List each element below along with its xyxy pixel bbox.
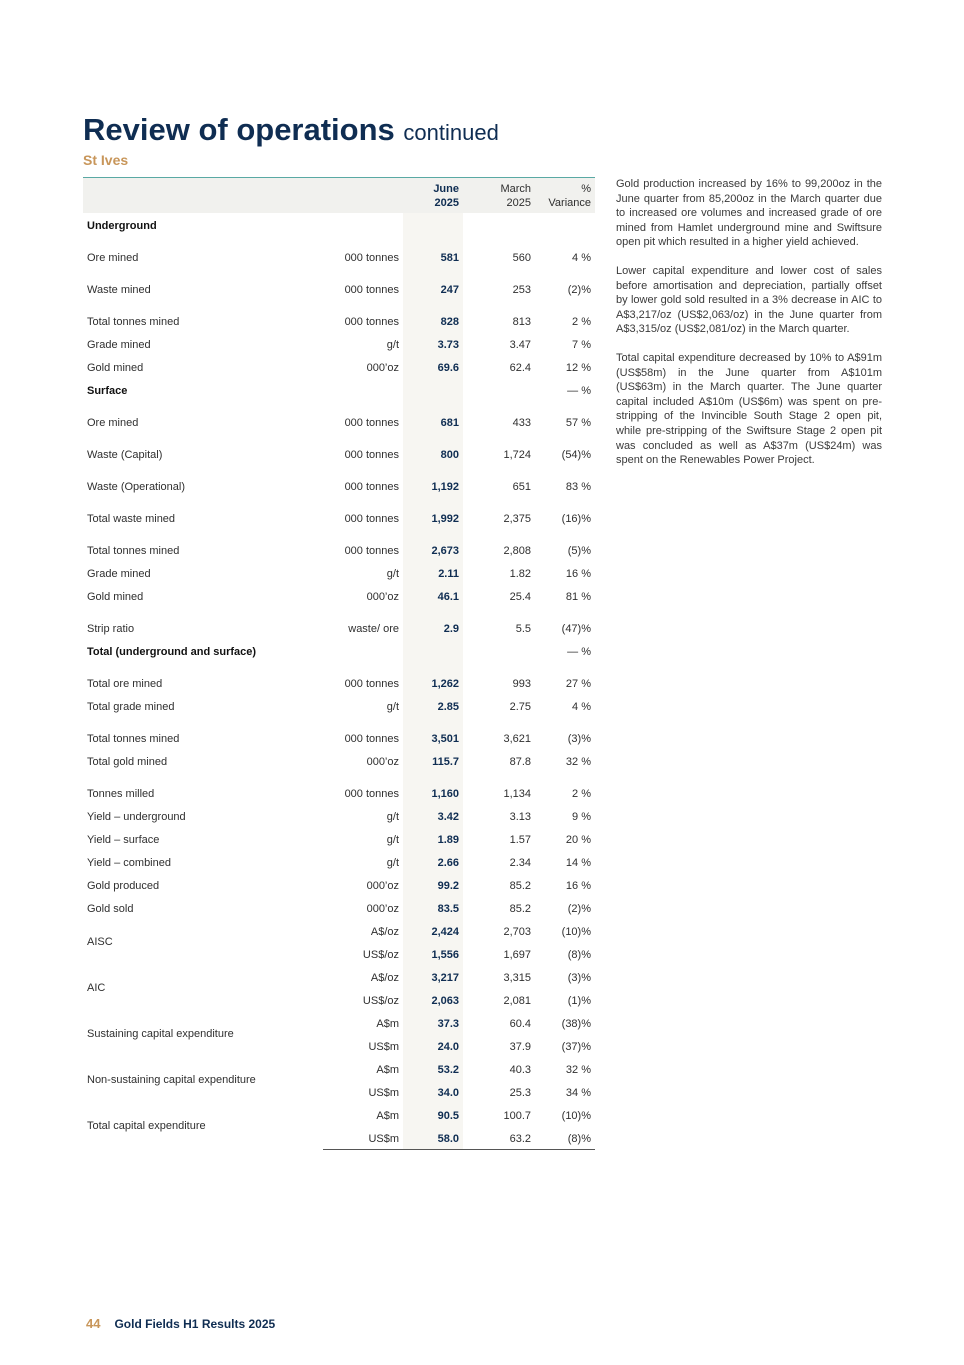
value-march-2025: 100.7 [503, 1110, 531, 1122]
value-variance: — % [567, 385, 591, 397]
value-variance: (3)% [567, 972, 591, 984]
value-variance: (38)% [561, 1018, 591, 1030]
row-label: AISC [87, 935, 113, 948]
page-title [83, 112, 499, 148]
header-june: June 2025 [403, 178, 463, 214]
row-label: Ore mined [87, 417, 139, 429]
table-row [83, 465, 595, 497]
value-march-2025 [463, 213, 535, 236]
value-march-2025: 85.2 [509, 903, 531, 915]
row-unit: US$m [368, 1087, 399, 1099]
table-row [83, 694, 595, 717]
row-label: Non-sustaining capital expenditure [87, 1073, 256, 1086]
publication-name: Gold Fields H1 Results 2025 [114, 1317, 276, 1331]
value-march-2025: 3,621 [503, 733, 531, 745]
value-june-2025: 2.9 [403, 607, 463, 639]
value-march-2025: 3.13 [509, 811, 531, 823]
value-variance: 32 % [565, 1064, 591, 1076]
row-unit: g/t [386, 857, 399, 869]
value-march-2025: 651 [512, 481, 531, 493]
section-row [83, 378, 595, 401]
row-unit: 000 tonnes [344, 545, 399, 557]
page-title-main: Review of operations [83, 112, 395, 147]
value-variance: (3)% [567, 733, 591, 745]
table-row [83, 584, 595, 607]
table-row [83, 1057, 595, 1080]
table-row [83, 1103, 595, 1126]
row-unit: waste/ ore [348, 623, 399, 635]
value-june-2025: 2,063 [403, 988, 463, 1011]
value-march-2025: 63.2 [463, 1126, 535, 1150]
value-variance: 14 % [565, 857, 591, 869]
value-variance: (8)% [567, 949, 591, 961]
row-unit: 000 tonnes [344, 417, 399, 429]
value-march-2025: 1.57 [509, 834, 531, 846]
value-june-2025: 681 [403, 401, 463, 433]
commentary-paragraph: Gold production increased by 16% to 99,200oz in the June quarter from 85,200oz in the March quarter due to increased ore volumes and increased grade of ore mined from Hamlet underground mine and Swiftsure open pit which resulted in a higher yield achieved. [616, 178, 882, 249]
row-label: Total gold mined [87, 756, 168, 768]
table-row [83, 332, 595, 355]
value-variance: 2 % [572, 788, 591, 800]
value-variance: (8)% [535, 1126, 595, 1150]
row-unit: 000’oz [366, 591, 399, 603]
table-row [83, 896, 595, 919]
value-march-2025 [463, 378, 535, 401]
table-row [83, 749, 595, 772]
table-row [83, 355, 595, 378]
value-june-2025: 2.66 [403, 850, 463, 873]
table-row [83, 919, 595, 942]
value-variance: 4 % [572, 701, 591, 713]
row-unit [323, 213, 403, 236]
value-june-2025: 1,160 [403, 772, 463, 804]
row-label: Total tonnes mined [87, 733, 180, 745]
row-unit: A$m [376, 1064, 399, 1076]
value-june-2025: 828 [403, 300, 463, 332]
commentary-paragraph: Total capital expenditure decreased by 10% to A$91m (US$58m) in the June quarter from A$101m (US$63m) in the March quarter. The June quarter capital included A$10m (US$6m) was spent on pre-stripping of the Invincible South Stage 2 open pit, while pre-stripping of the Swiftsure Stage 2 open pit was concluded as well as A$37m (US$24m) was spent on the Renewables Power Project. [616, 351, 882, 467]
table-row [83, 268, 595, 300]
value-june-2025: 1.89 [403, 827, 463, 850]
value-variance: 27 % [565, 678, 591, 690]
value-march-2025: 2,703 [503, 926, 531, 938]
value-june-2025: 1,192 [403, 465, 463, 497]
row-unit: g/t [386, 834, 399, 846]
row-unit: 000 tonnes [344, 284, 399, 296]
row-unit: 000 tonnes [344, 449, 399, 461]
table-header-row [83, 178, 595, 214]
row-unit: g/t [386, 701, 399, 713]
value-march-2025: 433 [512, 417, 531, 429]
table-row [83, 662, 595, 694]
value-variance: (5)% [567, 545, 591, 557]
value-june-2025: 53.2 [403, 1057, 463, 1080]
row-label: Total capital expenditure [87, 1119, 206, 1132]
value-march-2025: 2.75 [509, 701, 531, 713]
row-label: Total (underground and surface) [87, 646, 257, 658]
table-row [83, 561, 595, 584]
header-march: March 2025 [463, 178, 535, 214]
value-march-2025: 1,134 [503, 788, 531, 800]
row-label: Yield – surface [87, 834, 160, 846]
value-june-2025: 247 [403, 268, 463, 300]
row-unit: 000’oz [366, 903, 399, 915]
row-label: Yield – underground [87, 811, 186, 823]
row-unit: 000 tonnes [344, 481, 399, 493]
value-march-2025: 60.4 [509, 1018, 531, 1030]
row-label: Waste (Capital) [87, 449, 163, 461]
header-label-cell [83, 178, 323, 214]
value-march-2025: 1,724 [503, 449, 531, 461]
row-label: Gold sold [87, 903, 134, 915]
value-variance: 12 % [565, 362, 591, 374]
value-variance: 57 % [565, 417, 591, 429]
row-label: Gold mined [87, 362, 144, 374]
value-variance: — % [567, 646, 591, 658]
row-unit: 000 tonnes [344, 513, 399, 525]
section-row [83, 639, 595, 662]
value-march-2025: 2.34 [509, 857, 531, 869]
commentary [616, 177, 882, 482]
row-unit: 000’oz [366, 756, 399, 768]
section-subtitle: St Ives [83, 152, 129, 168]
value-march-2025: 37.9 [509, 1041, 531, 1053]
table-row [83, 850, 595, 873]
value-june-2025: 3,501 [403, 717, 463, 749]
value-variance: (47)% [561, 623, 591, 635]
value-march-2025: 25.3 [509, 1087, 531, 1099]
value-variance: 81 % [565, 591, 591, 603]
value-march-2025: 25.4 [509, 591, 531, 603]
row-unit: A$m [376, 1018, 399, 1030]
value-march-2025: 40.3 [509, 1064, 531, 1076]
row-unit [323, 378, 403, 401]
value-march-2025: 993 [512, 678, 531, 690]
row-unit: 000 tonnes [344, 252, 399, 264]
row-label: Gold mined [87, 591, 144, 603]
row-unit: US$m [368, 1041, 399, 1053]
value-variance: 16 % [565, 880, 591, 892]
value-march-2025: 813 [512, 316, 531, 328]
value-variance: (54)% [561, 449, 591, 461]
value-variance: 20 % [565, 834, 591, 846]
row-unit: 000 tonnes [344, 788, 399, 800]
table-row [83, 236, 595, 268]
value-variance: 32 % [565, 756, 591, 768]
row-label: Tonnes milled [87, 788, 155, 800]
row-label: Waste (Operational) [87, 481, 186, 493]
table-row [83, 873, 595, 896]
value-variance: 9 % [572, 811, 591, 823]
page-footer [86, 1316, 275, 1331]
table-row [83, 827, 595, 850]
value-variance: (37)% [561, 1041, 591, 1053]
header-unit-cell [323, 178, 403, 214]
table-row [83, 300, 595, 332]
value-march-2025: 2,808 [503, 545, 531, 557]
row-unit: 000 tonnes [344, 678, 399, 690]
value-june-2025: 3,217 [403, 965, 463, 988]
value-march-2025: 1,697 [503, 949, 531, 961]
table-row [83, 401, 595, 433]
value-june-2025: 69.6 [403, 355, 463, 378]
row-unit: g/t [386, 339, 399, 351]
value-march-2025: 3,315 [503, 972, 531, 984]
value-june-2025: 46.1 [403, 584, 463, 607]
value-june-2025: 1,262 [403, 662, 463, 694]
row-unit: A$/oz [370, 926, 399, 938]
row-label: Total waste mined [87, 513, 176, 525]
value-variance: (16)% [561, 513, 591, 525]
value-march-2025: 2,375 [503, 513, 531, 525]
value-june-2025 [403, 213, 463, 236]
value-june-2025: 1,556 [403, 942, 463, 965]
row-label: Yield – combined [87, 857, 171, 869]
value-march-2025: 87.8 [509, 756, 531, 768]
value-june-2025: 58.0 [403, 1126, 463, 1150]
value-june-2025: 581 [403, 236, 463, 268]
table-row [83, 607, 595, 639]
row-label: Gold produced [87, 880, 160, 892]
value-variance: (10)% [561, 1110, 591, 1122]
value-june-2025: 2.85 [403, 694, 463, 717]
value-march-2025: 2,081 [503, 995, 531, 1007]
commentary-paragraph: Lower capital expenditure and lower cost of sales before amortisation and depreciation, partially offset by lower gold sold resulted in a 3% decrease in AIC to A$3,217/oz (US$2,063/oz) in the June quarter from A$3,315/oz (US$2,081/oz) in the March quarter. [616, 264, 882, 336]
row-label: AIC [87, 981, 106, 994]
row-unit: US$m [323, 1126, 403, 1150]
value-june-2025: 83.5 [403, 896, 463, 919]
value-variance: 4 % [572, 252, 591, 264]
row-unit: US$/oz [362, 949, 399, 961]
page-title-suffix: continued [403, 120, 499, 145]
row-label: Total tonnes mined [87, 316, 180, 328]
row-unit: 000 tonnes [344, 733, 399, 745]
value-variance: 16 % [565, 568, 591, 580]
header-variance: % Variance [535, 178, 595, 214]
value-june-2025: 90.5 [403, 1103, 463, 1126]
value-variance: (2)% [567, 903, 591, 915]
value-variance: (2)% [567, 284, 591, 296]
row-label: Total tonnes mined [87, 545, 180, 557]
value-variance: 2 % [572, 316, 591, 328]
row-unit: 000 tonnes [344, 316, 399, 328]
value-june-2025: 2,673 [403, 529, 463, 561]
row-label: Strip ratio [87, 623, 135, 635]
table-row [83, 772, 595, 804]
value-june-2025: 3.73 [403, 332, 463, 355]
page-number: 44 [86, 1316, 101, 1331]
value-june-2025: 2.11 [403, 561, 463, 584]
row-unit: g/t [386, 568, 399, 580]
table-row [83, 804, 595, 827]
table-row [83, 717, 595, 749]
operations-table [83, 177, 595, 1150]
value-march-2025: 85.2 [509, 880, 531, 892]
value-variance: 7 % [572, 339, 591, 351]
table-body [83, 213, 595, 1150]
value-june-2025: 34.0 [403, 1080, 463, 1103]
value-june-2025: 1,992 [403, 497, 463, 529]
value-march-2025 [463, 639, 535, 662]
row-unit: A$m [376, 1110, 399, 1122]
value-variance: 34 % [565, 1087, 591, 1099]
table-row [83, 1011, 595, 1034]
row-label: Sustaining capital expenditure [87, 1027, 234, 1040]
row-label: Underground [87, 220, 157, 232]
row-unit: g/t [386, 811, 399, 823]
value-june-2025: 2,424 [403, 919, 463, 942]
value-variance: (1)% [567, 995, 591, 1007]
table-row [83, 433, 595, 465]
value-variance: (10)% [561, 926, 591, 938]
value-march-2025: 62.4 [509, 362, 531, 374]
value-march-2025: 3.47 [509, 339, 531, 351]
value-march-2025: 253 [512, 284, 531, 296]
row-unit [323, 639, 403, 662]
row-label: Grade mined [87, 568, 151, 580]
row-unit: 000’oz [366, 880, 399, 892]
row-label: Ore mined [87, 252, 139, 264]
row-unit: US$/oz [362, 995, 399, 1007]
value-march-2025: 5.5 [515, 623, 531, 635]
row-label: Total grade mined [87, 701, 175, 713]
table-row [83, 497, 595, 529]
value-june-2025: 37.3 [403, 1011, 463, 1034]
value-march-2025: 1.82 [509, 568, 531, 580]
value-june-2025: 800 [403, 433, 463, 465]
row-unit: 000’oz [366, 362, 399, 374]
row-label: Total ore mined [87, 678, 163, 690]
value-june-2025 [403, 639, 463, 662]
value-variance: 83 % [565, 481, 591, 493]
row-unit: A$/oz [370, 972, 399, 984]
row-label: Waste mined [87, 284, 151, 296]
row-label: Surface [87, 385, 128, 397]
value-variance [535, 213, 595, 236]
value-june-2025 [403, 378, 463, 401]
row-label: Grade mined [87, 339, 151, 351]
value-june-2025: 3.42 [403, 804, 463, 827]
table-row [83, 529, 595, 561]
table-row [83, 965, 595, 988]
section-row [83, 213, 595, 236]
value-march-2025: 560 [512, 252, 531, 264]
value-june-2025: 24.0 [403, 1034, 463, 1057]
value-june-2025: 99.2 [403, 873, 463, 896]
value-june-2025: 115.7 [403, 749, 463, 772]
